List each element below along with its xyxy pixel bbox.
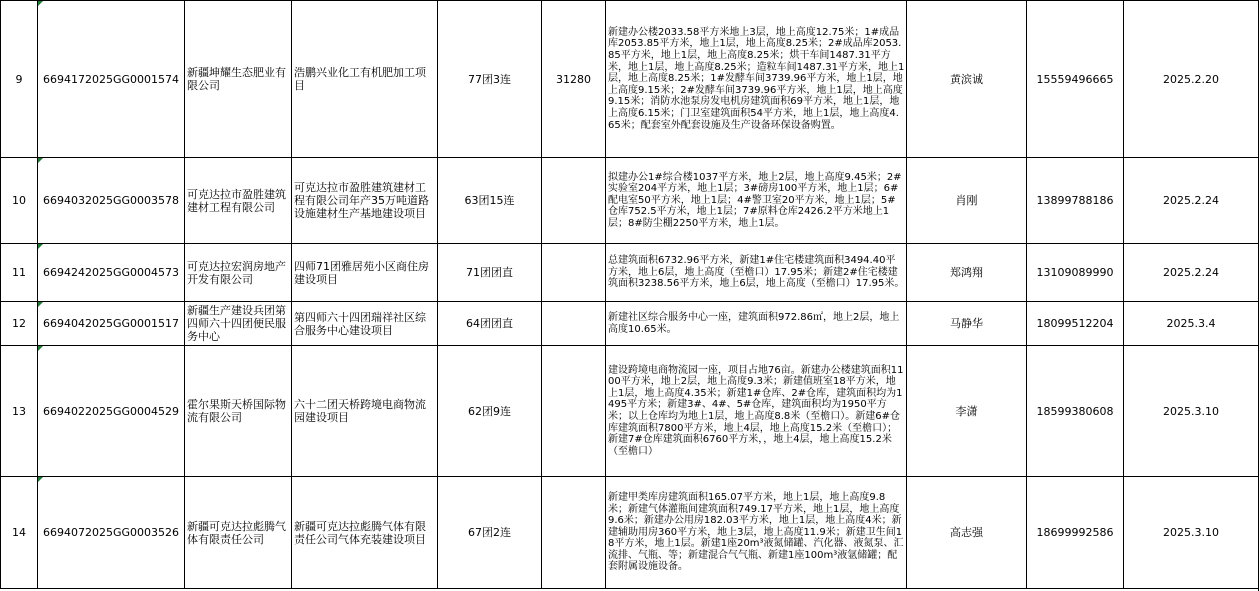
cell-description[interactable]: 拟建办公1#综合楼1037平方米，地上2层，地上高度9.45米；2#实验室204平方米，地上1层；3#磅房100平方米，地上1层；6#配电室50平方米，地上1层；4#警卫室20平方米，地上1层；5#仓库752.5平方米，地上1层；7#原料仓库2426.2平方米地上1层；8#防尘棚2250平方米，地上1层。	[606, 158, 907, 244]
cell-contact[interactable]: 李潇	[907, 346, 1027, 477]
cell-company[interactable]: 新疆坤耀生态肥业有限公司	[185, 1, 292, 158]
table-row	[1, 302, 1259, 346]
cell-location[interactable]: 64团团直	[438, 302, 542, 346]
cell-contact[interactable]: 黄滨诚	[907, 1, 1027, 158]
cell-project[interactable]: 可克达拉市盈胜建筑建材工程有限公司年产35万吨道路设施建材生产基地建设项目	[292, 158, 438, 244]
cell-location[interactable]: 67团2连	[438, 477, 542, 589]
cell-invest[interactable]	[542, 158, 606, 244]
cell-description[interactable]: 建设跨境电商物流园一座，项目占地76亩。新建办公楼建筑面积1100平方米，地上2层，地上高度9.3米；新建值班室18平方米，地上1层，地上高度4.35米；新建1#仓库、2#仓库，建筑面积均为1495平方米；新建3#、4#、5#仓库，建筑面积均为1950平方米；以上仓库均为地上1层，地上高度8.8米（至檐口）。新建6#仓库建筑面积7800平方米，地上4层，地上高度15.2米（至檐口）；新建7#仓库建筑面积6760平方米，，地上4层，地上高度15.2米（至檐口）	[606, 346, 907, 477]
cell-invest[interactable]	[542, 477, 606, 589]
cell-date[interactable]: 2025.3.4	[1124, 302, 1259, 346]
cell-phone[interactable]: 18699992586	[1027, 477, 1124, 589]
cell-code[interactable]: 6694032025GG0003578	[38, 158, 185, 244]
cell-project[interactable]: 六十二团天桥跨境电商物流园建设项目	[292, 346, 438, 477]
cell-invest[interactable]: 31280	[542, 1, 606, 158]
comment-indicator	[38, 244, 43, 249]
cell-contact[interactable]: 马静华	[907, 302, 1027, 346]
cell-company[interactable]: 可克达拉宏润房地产开发有限公司	[185, 244, 292, 302]
comment-indicator	[38, 1, 43, 6]
cell-no[interactable]: 9	[1, 1, 38, 158]
table-row	[1, 346, 1259, 477]
cell-company[interactable]: 可克达拉市盈胜建筑建材工程有限公司	[185, 158, 292, 244]
cell-date[interactable]: 2025.3.10	[1124, 346, 1259, 477]
cell-code[interactable]: 6694172025GG0001574	[38, 1, 185, 158]
cell-contact[interactable]: 高志强	[907, 477, 1027, 589]
cell-code[interactable]: 6694042025GG0001517	[38, 302, 185, 346]
cell-code[interactable]: 6694022025GG0004529	[38, 346, 185, 477]
table-row	[1, 477, 1259, 589]
cell-no[interactable]: 14	[1, 477, 38, 589]
table-row	[1, 244, 1259, 302]
cell-date[interactable]: 2025.3.10	[1124, 477, 1259, 589]
cell-company[interactable]: 霍尔果斯天桥国际物流有限公司	[185, 346, 292, 477]
cell-location[interactable]: 62团9连	[438, 346, 542, 477]
cell-invest[interactable]	[542, 244, 606, 302]
comment-indicator	[38, 302, 43, 307]
cell-phone[interactable]: 15559496665	[1027, 1, 1124, 158]
cell-code[interactable]: 6694242025GG0004573	[38, 244, 185, 302]
cell-company[interactable]: 新疆生产建设兵团第四师六十四团便民服务中心	[185, 302, 292, 346]
cell-contact[interactable]: 郑鸿翔	[907, 244, 1027, 302]
cell-no[interactable]: 12	[1, 302, 38, 346]
table-row	[1, 158, 1259, 244]
cell-project[interactable]: 浩鹏兴业化工有机肥加工项目	[292, 1, 438, 158]
cell-code[interactable]: 6694072025GG0003526	[38, 477, 185, 589]
cell-date[interactable]: 2025.2.24	[1124, 244, 1259, 302]
cell-company[interactable]: 新疆可克达拉彪腾气体有限责任公司	[185, 477, 292, 589]
cell-date[interactable]: 2025.2.20	[1124, 1, 1259, 158]
cell-invest[interactable]	[542, 302, 606, 346]
cell-no[interactable]: 11	[1, 244, 38, 302]
cell-project[interactable]: 四师71团雅居苑小区商住房建设项目	[292, 244, 438, 302]
cell-invest[interactable]	[542, 346, 606, 477]
comment-indicator	[38, 477, 43, 482]
cell-location[interactable]: 63团15连	[438, 158, 542, 244]
sheet-edge-line	[1258, 0, 1259, 591]
cell-project[interactable]: 第四师六十四团瑞祥社区综合服务中心建设项目	[292, 302, 438, 346]
cell-phone[interactable]: 13899788186	[1027, 158, 1124, 244]
cell-project[interactable]: 新疆可克达拉彪腾气体有限责任公司气体充装建设项目	[292, 477, 438, 589]
cell-description[interactable]: 新建甲类库房建筑面积165.07平方米，地上1层，地上高度9.8米；新建气体灌瓶间建筑面积749.17平方米，地上1层，地上高度9.6米；新建办公用房182.03平方米，地上1层，地上高度4米；新建辅助用房360平方米，地上3层，地上高度11.9米；新建卫生间18平方米，地上1层。新建1座20m³液氮储罐、汽化器、液氮泵、汇流排、气瓶、等；新建混合气气瓶、新建1座100m³液氩储罐；配套附属设施设备。	[606, 477, 907, 589]
cell-location[interactable]: 77团3连	[438, 1, 542, 158]
cell-phone[interactable]: 18599380608	[1027, 346, 1124, 477]
cell-description[interactable]: 新建社区综合服务中心一座，建筑面积972.86㎡，地上2层，地上高度10.65米。	[606, 302, 907, 346]
cell-location[interactable]: 71团团直	[438, 244, 542, 302]
cell-no[interactable]: 13	[1, 346, 38, 477]
cell-description[interactable]: 总建筑面积6732.96平方米，新建1#住宅楼建筑面积3494.40平方米，地上6层，地上高度（至檐口）17.95米；新建2#住宅楼建筑面积3238.56平方米，地上6层，地上高度（至檐口）17.95米。	[606, 244, 907, 302]
comment-indicator	[38, 158, 43, 163]
cell-phone[interactable]: 18099512204	[1027, 302, 1124, 346]
comment-indicator	[38, 346, 43, 351]
table-row	[1, 1, 1259, 158]
cell-contact[interactable]: 肖刚	[907, 158, 1027, 244]
cell-phone[interactable]: 13109089990	[1027, 244, 1124, 302]
cell-date[interactable]: 2025.2.24	[1124, 158, 1259, 244]
cell-no[interactable]: 10	[1, 158, 38, 244]
cell-description[interactable]: 新建办公楼2033.58平方米地上3层，地上高度12.75米；1#成品库2053.85平方米，地上1层，地上高度8.25米；2#成品库2053.85平方米，地上1层，地上高度8.25米；烘干车间1487.31平方米，地上1层，地上高度8.25米；造粒车间1487.31平方米，地上1层，地上高度8.25米；1#发酵车间3739.96平方米，地上1层，地上高度9.15米；2#发酵车间3739.96平方米，地上1层，地上高度9.15米；消防水池泵房发电机房建筑面积69平方米，地上1层，地上高度6.15米；门卫室建筑面积54平方米，地上1层，地上高度4.65米；配套室外配套设施及生产设备环保设备购置。	[606, 1, 907, 158]
